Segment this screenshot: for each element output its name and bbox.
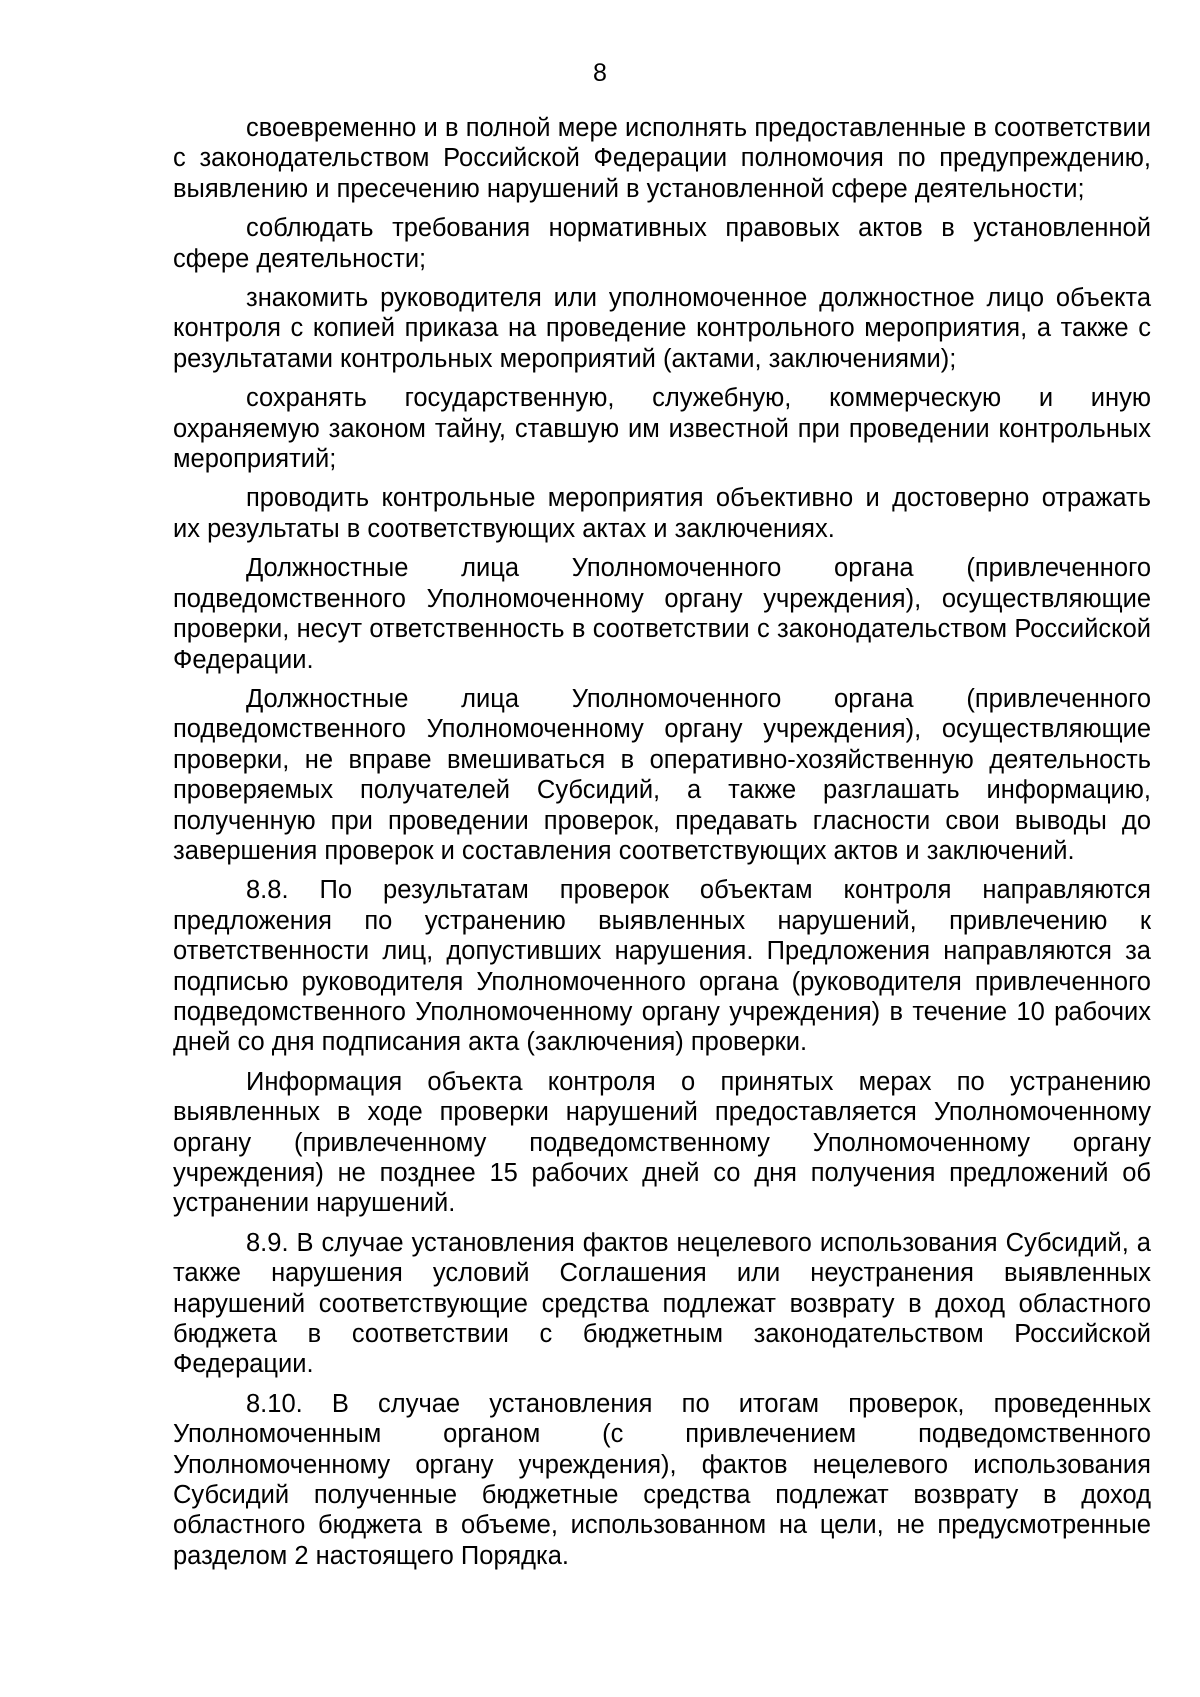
document-body xyxy=(173,113,1151,1580)
paragraph-clause-8-8: 8.8. По результатам проверок объектам контроля направляются предложения по устранению выявленных нарушений, привлечению к ответственности лиц, допустивших нарушения. Предложения направляются за подписью руководителя Уполномоченного органа (руководителя привлеченного подведомственного Уполномоченному органу учреждения) в течение 10 рабочих дней со дня подписания акта (заключения) проверки. xyxy=(173,876,1151,1057)
paragraph-officials-restrictions: Должностные лица Уполномоченного органа (привлеченного подведомственного Уполномоченному органу учреждения), осуществляющие проверки, не вправе вмешиваться в оперативно-хозяйственную деятельность проверяемых получателей Субсидий, а также разглашать информацию, полученную при проведении проверок, предавать гласности свои выводы до завершения проверок и составления соответствующих актов и заключений. xyxy=(173,684,1151,865)
paragraph-officials-responsibility: Должностные лица Уполномоченного органа (привлеченного подведомственного Уполномоченному органу учреждения), осуществляющие проверки, несут ответственность в соответствии с законодательством Российской Федерации. xyxy=(173,554,1151,674)
paragraph-duty-objective-conduct: проводить контрольные мероприятия объективно и достоверно отражать их результаты в соответствующих актах и заключениях. xyxy=(173,484,1151,543)
paragraph-measures-information: Информация объекта контроля о принятых мерах по устранению выявленных в ходе проверки нарушений предоставляется Уполномоченному органу (привлеченному подведомственному Уполномоченному органу учреждения) не позднее 15 рабочих дней со дня получения предложений об устранении нарушений. xyxy=(173,1067,1151,1218)
paragraph-duty-comply-requirements: соблюдать требования нормативных правовых актов в установленной сфере деятельности; xyxy=(173,214,1151,273)
paragraph-duty-exercise-powers: своевременно и в полной мере исполнять предоставленные в соответствии с законодательством Российской Федерации полномочия по предупреждению, выявлению и пресечению нарушений в установленной сфере деятельности; xyxy=(173,114,1151,203)
paragraph-duty-keep-secret: сохранять государственную, служебную, коммерческую и иную охраняемую законом тайну, ставшую им известной при проведении контрольных мероприятий; xyxy=(173,384,1151,474)
paragraph-clause-8-10: 8.10. В случае установления по итогам проверок, проведенных Уполномоченным органом (с привлечением подведомственного Уполномоченному органу учреждения), фактов нецелевого использования Субсидий полученные бюджетные средства подлежат возврату в доход областного бюджета в объеме, использованном на цели, не предусмотренные разделом 2 настоящего Порядка. xyxy=(173,1389,1151,1570)
paragraph-duty-familiarize: знакомить руководителя или уполномоченное должностное лицо объекта контроля с копией приказа на проведение контрольного мероприятия, а также с результатами контрольных мероприятий (актами, заключениями); xyxy=(173,284,1151,373)
paragraph-clause-8-9: 8.9. В случае установления фактов нецелевого использования Субсидий, а также нарушения условий Соглашения или неустранения выявленных нарушений соответствующие средства подлежат возврату в доход областного бюджета в соответствии с бюджетным законодательством Российской Федерации. xyxy=(173,1228,1151,1379)
page-number: 8 xyxy=(593,59,607,87)
